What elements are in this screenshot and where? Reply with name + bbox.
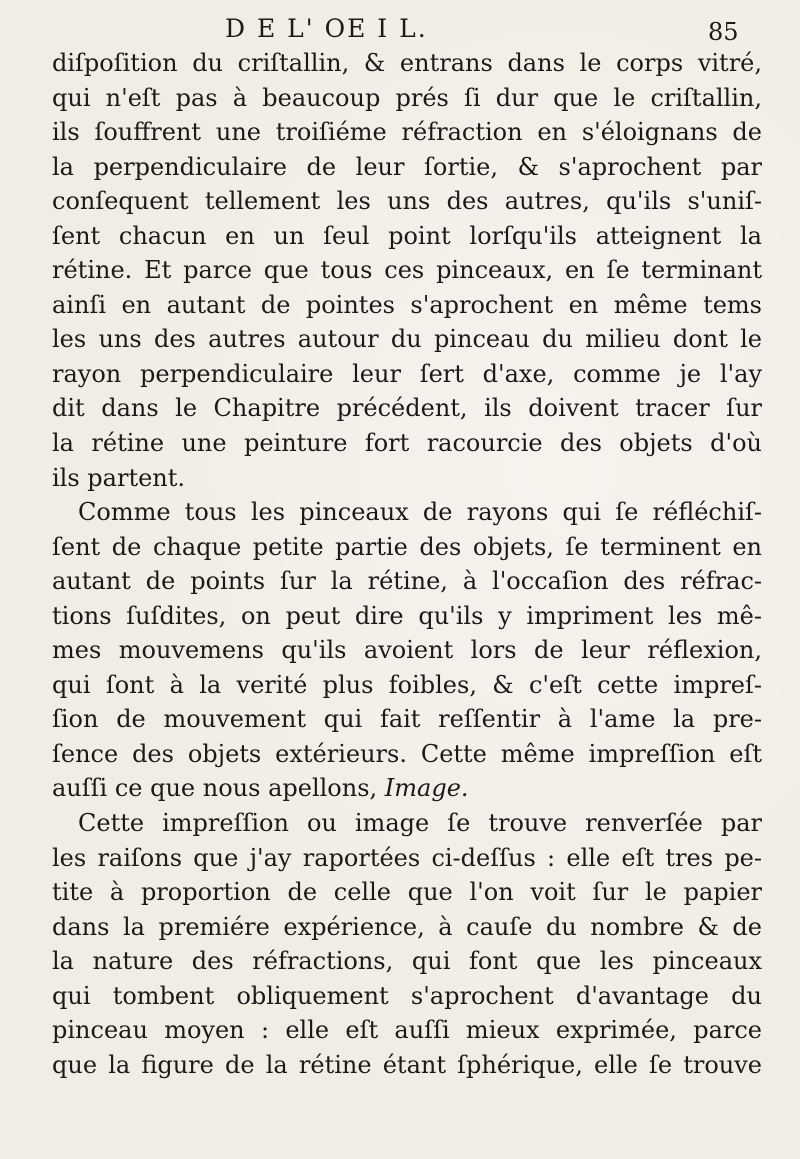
paragraph-first-line: Cette impreſſion ou image ſe trouve renverſée par [78, 809, 762, 838]
text-line: ſion de mouvement qui fait reſſentir à l'ame la pre- [52, 705, 762, 734]
page-number: 85 [708, 18, 739, 46]
text-line: mes mouvemens qu'ils avoient lors de leur réflexion, [52, 636, 762, 665]
italic-term: Image. [384, 774, 469, 803]
text-line: la perpendiculaire de leur ſortie, & s'aprochent par [52, 152, 762, 181]
text-line: que la figure de la rétine étant ſphérique, elle ſe trouve [52, 1050, 762, 1079]
text-line: les uns des autres autour du pinceau du milieu dont le [52, 325, 762, 354]
text-line: pinceau moyen : elle eſt auſſi mieux exprimée, parce [52, 1016, 762, 1045]
text-line: dit dans le Chapitre précédent, ils doivent tracer ſur [52, 394, 762, 423]
body-text [52, 46, 762, 1082]
text-line: dans la premiére expérience, à cauſe du nombre & de [52, 912, 762, 941]
text-line: qui n'eſt pas à beaucoup prés ſi dur que le criſtallin, [52, 83, 762, 112]
text-line: tite à proportion de celle que l'on voit ſur le papier [52, 878, 762, 907]
paragraph-end-line: ils partent. [52, 463, 186, 492]
text-line: les raiſons que j'ay raportées ci-deſſus : elle eſt tres pe- [52, 843, 762, 872]
text-line: rétine. Et parce que tous ces pinceaux, en ſe terminant [52, 256, 762, 285]
text-line: rayon perpendiculaire leur ſert d'axe, comme je l'ay [52, 359, 762, 388]
text-line: ainſi en autant de pointes s'aprochent en même tems [52, 290, 762, 319]
text-line: ſent de chaque petite partie des objets, ſe terminent en [52, 532, 762, 561]
text-line: la nature des réfractions, qui font que les pinceaux [52, 947, 762, 976]
text-line: ſence des objets extérieurs. Cette même impreſſion eſt [52, 739, 762, 768]
text-line: conſequent tellement les uns des autres, qu'ils s'uniſ- [52, 187, 762, 216]
text-line: qui ſont à la verité plus foibles, & c'eſt cette impreſ- [52, 670, 762, 699]
text-line: diſpoſition du criſtallin, & entrans dans le corps vitré, [52, 49, 762, 77]
page-header [0, 14, 800, 44]
text-line: qui tombent obliquement s'aprochent d'avantage du [52, 981, 762, 1010]
running-head: D E L' OE I L. [225, 14, 428, 43]
paragraph-end-line [52, 771, 762, 806]
text-line: ſent chacun en un ſeul point lorſqu'ils atteignent la [52, 221, 762, 250]
paragraph-first-line: Comme tous les pinceaux de rayons qui ſe réfléchiſ- [78, 498, 762, 527]
line-text: auſſi ce que nous apellons, [52, 774, 378, 803]
text-line: ils ſouffrent une troiſiéme réfraction en s'éloignans de [52, 118, 762, 147]
text-line: autant de points ſur la rétine, à l'occaſion des réfrac- [52, 567, 762, 596]
text-line: tions ſuſdites, on peut dire qu'ils y impriment les mê- [52, 601, 762, 630]
text-line: la rétine une peinture fort racourcie des objets d'où [52, 429, 762, 458]
